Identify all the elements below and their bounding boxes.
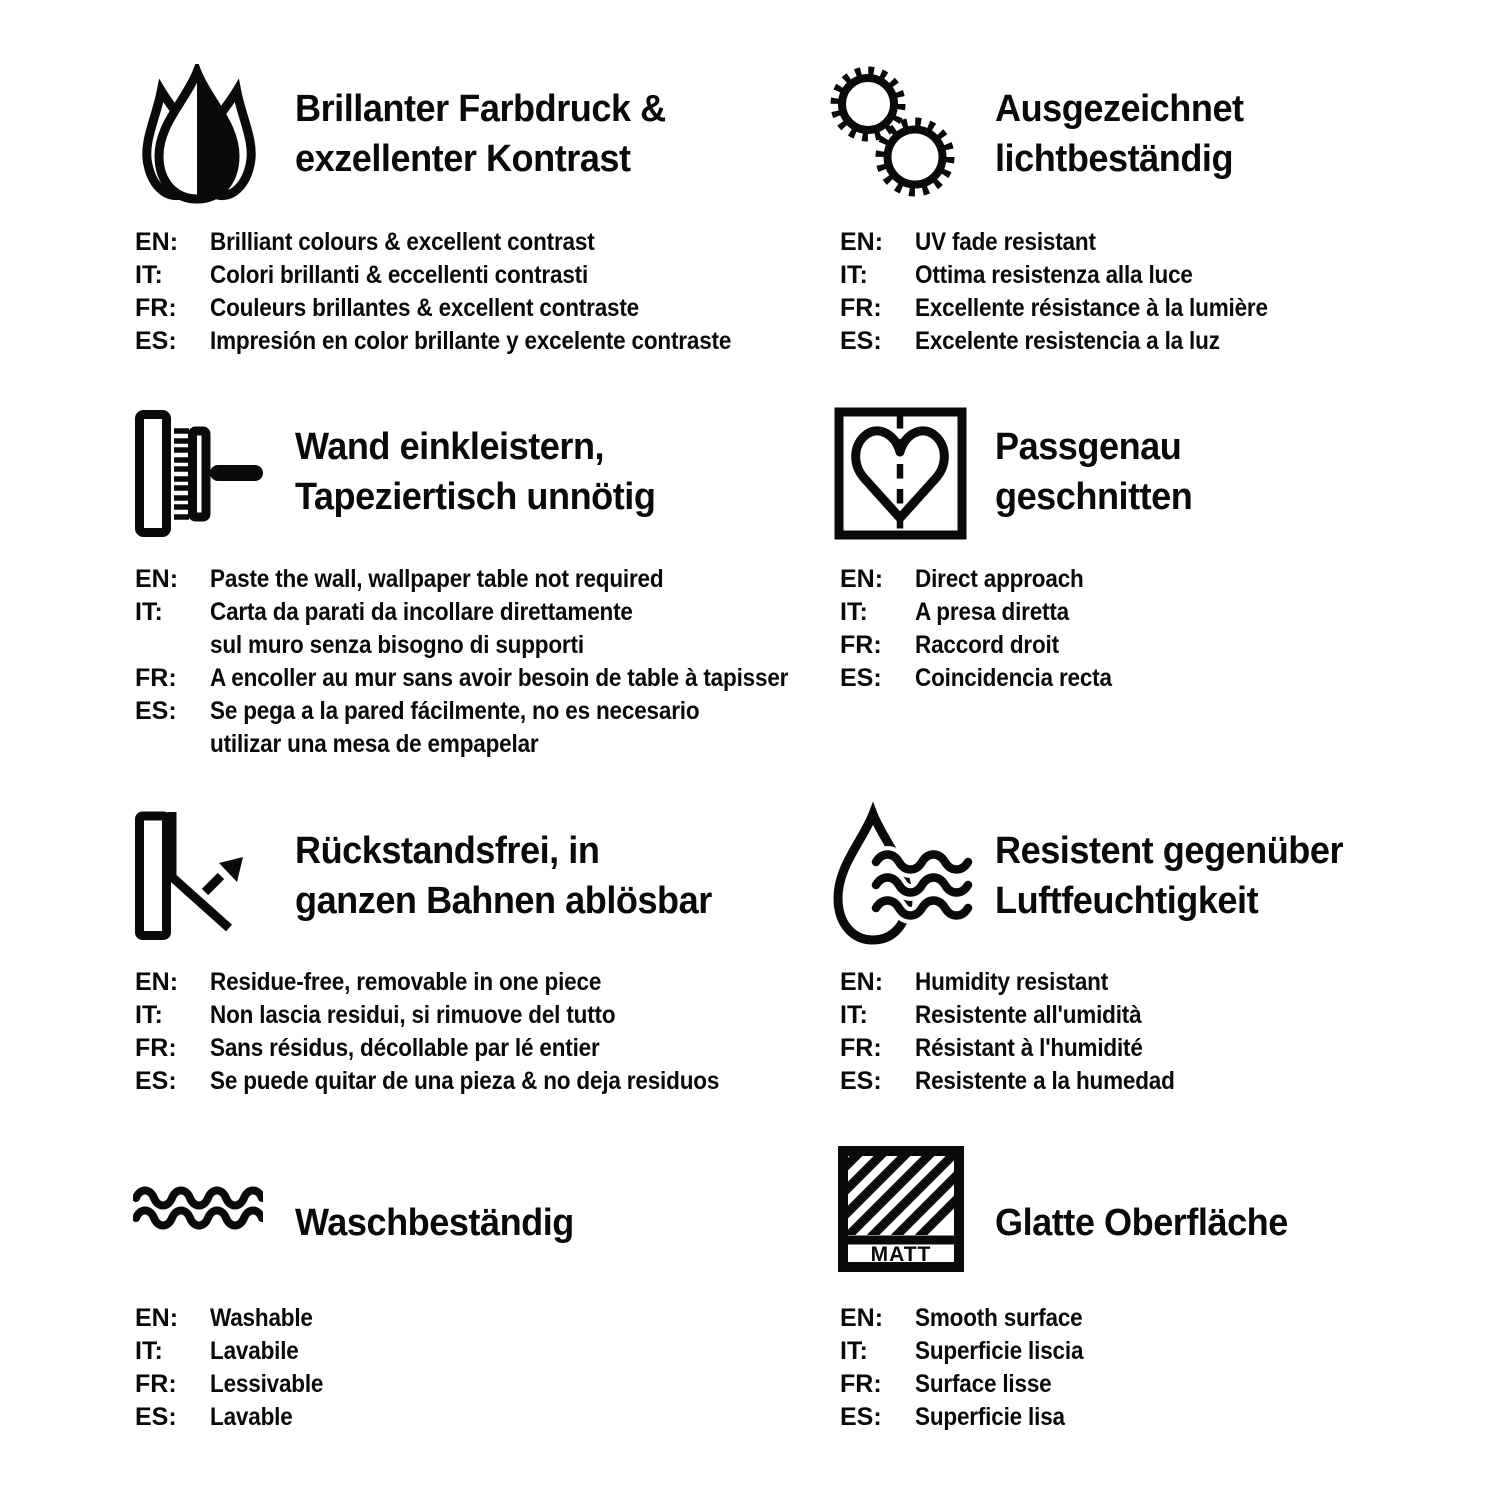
translation-text: Se pega a la pared fácilmente, no es necesario [210,697,700,725]
translation-row [135,226,789,259]
translation-row [135,1065,776,1098]
lang-label: EN: [840,228,884,256]
translation-row [135,728,852,761]
translation-row [135,596,852,629]
translation-text: Resistente all'umidità [915,1001,1142,1029]
translation-row [135,259,789,292]
translation-row [135,292,789,325]
waves-icon [133,1184,263,1232]
translation-text: Impresión en color brillante y excelente contraste [210,327,732,355]
translation-text: Surface lisse [915,1370,1052,1398]
lang-label-spacer [135,629,210,662]
lang-label: EN: [840,1304,884,1332]
lang-label: FR: [135,1034,177,1062]
translation-text: UV fade resistant [915,228,1096,256]
lang-label: IT: [840,1337,868,1365]
title-line: Tapeziertisch unnötig [295,476,656,518]
translation-text: Sans résidus, décollable par lé entier [210,1034,600,1062]
translation-row [135,966,776,999]
translation-row [135,1368,336,1401]
title-line: Glatte Oberfläche [995,1202,1288,1244]
translation-row [840,596,1134,629]
translation-text: Smooth surface [915,1304,1083,1332]
feature-title-color-print [295,84,666,184]
lang-label: ES: [135,1067,177,1095]
translation-text: Raccord droit [915,631,1059,659]
translation-text: Résistant à l'humidité [915,1034,1143,1062]
translation-row [135,325,789,358]
translation-text: Superficie lisa [915,1403,1065,1431]
translations-washable [135,1302,336,1434]
translation-row [840,259,1307,292]
translations-light-fastness [840,226,1307,358]
lang-label: ES: [840,1067,882,1095]
lang-label: IT: [840,598,868,626]
lang-label: IT: [135,598,163,626]
translation-row [135,695,852,728]
feature-title-paste-the-wall [295,422,655,522]
translation-row [840,292,1307,325]
lang-label: IT: [840,261,868,289]
feature-title-residue-free [295,826,712,926]
title-line: Waschbeständig [295,1202,574,1244]
title-line: lichtbeständig [995,138,1234,180]
lang-label: EN: [135,968,179,996]
translation-row [135,999,776,1032]
title-line: exzellenter Kontrast [295,138,631,180]
lang-label: FR: [840,1370,882,1398]
lang-label: ES: [135,327,177,355]
translation-text: Excellente résistance à la lumière [915,294,1268,322]
translation-text: Couleurs brillantes & excellent contraste [210,294,640,322]
title-line: ganzen Bahnen ablösbar [295,880,712,922]
translation-row [135,629,852,662]
translation-text: Colori brillanti & eccellenti contrasti [210,261,589,289]
feature-title-light-fastness [995,84,1244,184]
drops-icon [133,64,265,206]
translations-color-print [135,226,789,358]
lang-label: IT: [135,1337,163,1365]
translation-row [135,1335,336,1368]
lang-label: IT: [135,261,163,289]
lang-label: FR: [135,664,177,692]
translation-row [135,1401,336,1434]
humidity-drop-icon [833,798,973,950]
translations-precise-cut [840,563,1134,695]
lang-label: EN: [135,565,179,593]
translation-text: Brilliant colours & excellent contrast [210,228,595,256]
title-line: Ausgezeichnet [995,88,1244,130]
title-line: Passgenau [995,426,1182,468]
translation-text: Resistente a la humedad [915,1067,1175,1095]
translation-text: Paste the wall, wallpaper table not required [210,565,664,593]
translation-text: A encoller au mur sans avoir besoin de table à tapisser [210,664,789,692]
lang-label: IT: [840,1001,868,1029]
lang-label: ES: [840,327,882,355]
translation-row [840,1368,1102,1401]
translation-row [840,966,1204,999]
translation-text: Direct approach [915,565,1084,593]
translation-text: utilizar una mesa de empapelar [210,730,539,758]
lang-label: FR: [840,631,882,659]
lang-label: EN: [840,968,884,996]
feature-title-smooth-surface [995,1198,1288,1248]
lang-label: FR: [840,1034,882,1062]
translation-text: Superficie liscia [915,1337,1084,1365]
lang-label-spacer [135,728,210,761]
translation-row [840,1401,1102,1434]
translation-row [135,662,852,695]
lang-label: ES: [840,664,882,692]
translation-text: Washable [210,1304,313,1332]
translation-row [840,1335,1102,1368]
translation-text: Lessivable [210,1370,324,1398]
translation-row [135,563,852,596]
translation-text: Coincidencia recta [915,664,1112,692]
title-line: Brillanter Farbdruck & [295,88,666,130]
translations-humidity-resistant [840,966,1204,1098]
translation-row [135,1032,776,1065]
lang-label: ES: [135,697,177,725]
title-line: geschnitten [995,476,1193,518]
feature-title-humidity-resistant [995,826,1343,926]
translation-row [840,629,1134,662]
lang-label: EN: [840,565,884,593]
lang-label: FR: [135,1370,177,1398]
translation-text: sul muro senza bisogno di supporti [210,631,584,659]
lang-label: ES: [135,1403,177,1431]
translation-text: Lavable [210,1403,293,1431]
translation-text: Humidity resistant [915,968,1109,996]
translations-residue-free [135,966,776,1098]
title-line: Resistent gegenüber [995,830,1344,872]
paste-brush-icon [133,403,283,543]
title-line: Rückstandsfrei, in [295,830,600,872]
translation-row [840,662,1134,695]
translation-row [840,1032,1204,1065]
translation-row [840,999,1204,1032]
lang-label: FR: [840,294,882,322]
heart-cut-icon [833,406,968,541]
gears-icon [828,58,958,200]
translation-text: Non lascia residui, si rimuove del tutto [210,1001,616,1029]
lang-label: IT: [135,1001,163,1029]
lang-label: EN: [135,228,179,256]
translation-row [840,563,1134,596]
translation-row [840,1065,1204,1098]
matt-surface-icon [836,1144,966,1274]
feature-title-precise-cut [995,422,1192,522]
peel-off-icon [133,806,288,946]
translations-paste-the-wall [135,563,852,761]
translation-text: Residue-free, removable in one piece [210,968,602,996]
translation-text: Lavabile [210,1337,299,1365]
translation-row [840,1302,1102,1335]
translation-text: Excelente resistencia a la luz [915,327,1220,355]
lang-label: ES: [840,1403,882,1431]
lang-label: EN: [135,1304,179,1332]
translations-smooth-surface [840,1302,1102,1434]
translation-text: Ottima resistenza alla luce [915,261,1193,289]
translation-row [840,325,1307,358]
title-line: Wand einkleistern, [295,426,605,468]
translation-text: Se puede quitar de una pieza & no deja residuos [210,1067,720,1095]
matt-label: MATT [870,1243,932,1266]
translation-row [840,226,1307,259]
translation-row [135,1302,336,1335]
feature-title-washable [295,1198,574,1248]
translation-text: Carta da parati da incollare direttamente [210,598,633,626]
title-line: Luftfeuchtigkeit [995,880,1259,922]
lang-label: FR: [135,294,177,322]
translation-text: A presa diretta [915,598,1070,626]
